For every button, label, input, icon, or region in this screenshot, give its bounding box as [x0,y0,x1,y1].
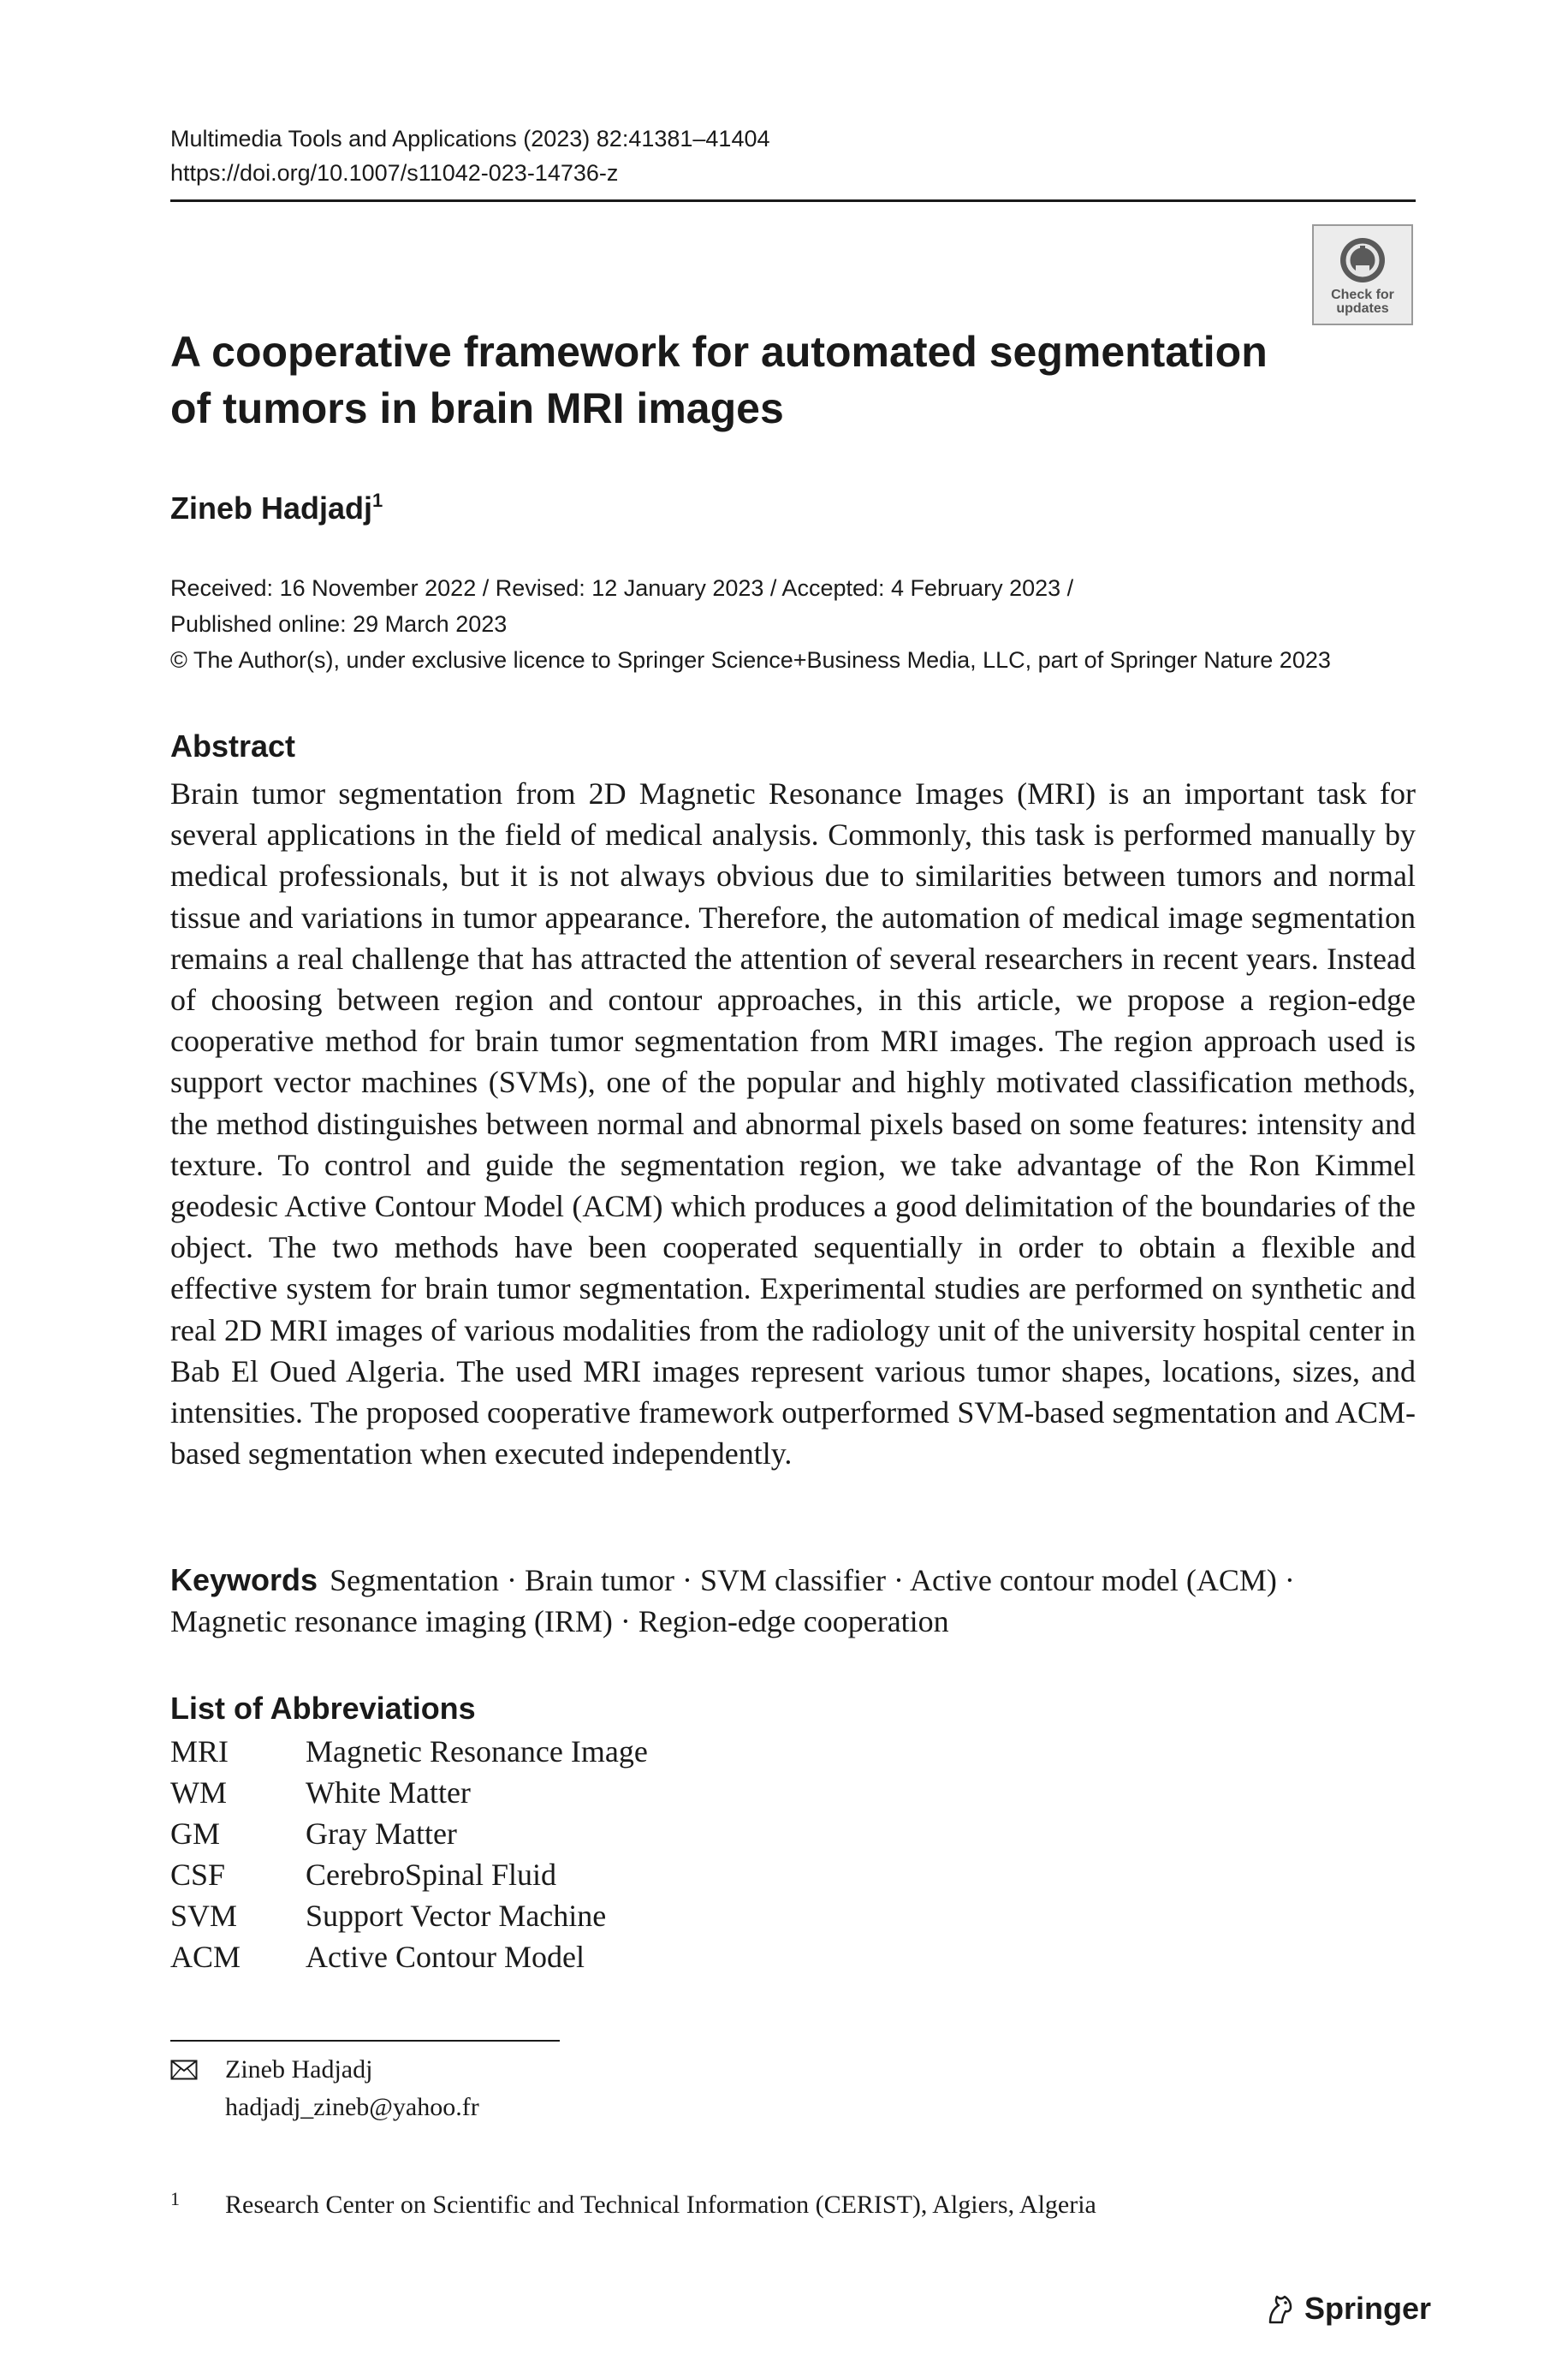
check-for-updates-label: Check for updates [1331,288,1394,316]
abbreviation-row [170,1813,648,1854]
copyright-line: © The Author(s), under exclusive licence to Springer Science+Business Media, LLC, part of Springer Nature 2023 [170,647,1331,673]
contact-name: Zineb Hadjadj [225,2055,373,2084]
abbreviation-meaning: Active Contour Model [306,1940,585,1974]
abbreviation-code: WM [170,1775,227,1810]
contact-email[interactable]: hadjadj_zineb@yahoo.fr [225,2093,479,2121]
paper-title [170,324,1283,437]
header-rule [170,199,1416,202]
abbreviation-code: CSF [170,1858,226,1892]
affiliation-text: Research Center on Scientific and Technical Information (CERIST), Algiers, Algeria [225,2191,1096,2219]
abbreviation-row [170,1772,648,1813]
abbreviation-code: SVM [170,1899,238,1933]
abbreviation-row [170,1936,648,1977]
author-affiliation-mark: 1 [372,490,383,511]
keywords [170,1560,1416,1642]
abbreviations-list [170,1731,648,1977]
abbreviation-meaning: Gray Matter [306,1816,457,1851]
footnote-rule [170,2040,560,2042]
keywords-label: Keywords [170,1562,318,1597]
check-for-updates-badge[interactable] [1312,224,1413,325]
abbreviation-meaning: Magnetic Resonance Image [306,1734,648,1769]
affiliation-number: 1 [170,2188,180,2209]
keywords-text: Segmentation · Brain tumor · SVM classifier · Active contour model (ACM) · Magnetic resonance imaging (IRM) · Region-edge cooperation [170,1563,1295,1638]
abbreviation-meaning: CerebroSpinal Fluid [306,1858,556,1892]
abbreviation-row [170,1731,648,1772]
author-line [170,487,383,530]
abstract-heading: Abstract [170,728,296,764]
abbreviation-code: GM [170,1816,221,1851]
dates-line-2: Published online: 29 March 2023 [170,611,508,637]
journal-header [170,122,770,190]
publication-dates [170,570,1331,678]
springer-horse-icon [1263,2292,1298,2326]
abbreviation-row [170,1854,648,1895]
check-for-updates-icon [1337,235,1388,286]
abstract-text: Brain tumor segmentation from 2D Magnetic Resonance Images (MRI) is an important task for several applications in the field of medical analysis. Commonly, this task is performed manually by medical professionals, but it is not always obvious due to similarities between tumors and normal tissue and variations in tumor appearance. Therefore, the automation of medical image segmentation remains a real challenge that has attracted the attention of several researchers in recent years. Instead of choosing between region and contour approaches, in this article, we propose a region-edge cooperative method for brain tumor segmentation from MRI images. The region approach used is support vector machines (SVMs), one of the popular and highly motivated classification methods, the method distinguishes between normal and abnormal pixels based on some features: intensity and texture. To control and guide the segmentation region, we take advantage of the Ron Kimmel geodesic Active Contour Model (ACM) which produces a good delimitation of the boundaries of the object. The two methods have been cooperated sequentially in order to obtain a flexible and effective system for brain tumor segmentation. Experimental studies are performed on synthetic and real 2D MRI images of various modalities from the radiology unit of the university hospital center in Bab El Oued Algeria. The used MRI images represent various tumor shapes, locations, sizes, and intensities. The proposed cooperative framework outperformed SVM-based segmentation and ACM-based segmentation when executed independently. [170,776,1416,1471]
abbreviations-heading: List of Abbreviations [170,1691,476,1726]
abbreviation-code: ACM [170,1940,241,1974]
title-line-1: A cooperative framework for automated segmentation [170,328,1268,376]
springer-logo [1263,2287,1431,2330]
abbreviation-row [170,1895,648,1936]
journal-citation: Multimedia Tools and Applications (2023) 82:41381–41404 [170,126,770,152]
abbreviation-meaning: White Matter [306,1775,471,1810]
publisher-name: Springer [1304,2291,1432,2326]
envelope-icon [170,2060,225,2080]
affiliation-footnote [170,2186,1096,2224]
dates-line-1: Received: 16 November 2022 / Revised: 12 January 2023 / Accepted: 4 February 2023 / [170,575,1074,601]
abbreviation-code: MRI [170,1734,229,1769]
author-name[interactable]: Zineb Hadjadj [170,490,373,526]
doi-link[interactable]: https://doi.org/10.1007/s11042-023-14736-z [170,160,619,186]
corresponding-author [170,2051,479,2126]
title-line-2: of tumors in brain MRI images [170,384,784,432]
abbreviation-meaning: Support Vector Machine [306,1899,607,1933]
